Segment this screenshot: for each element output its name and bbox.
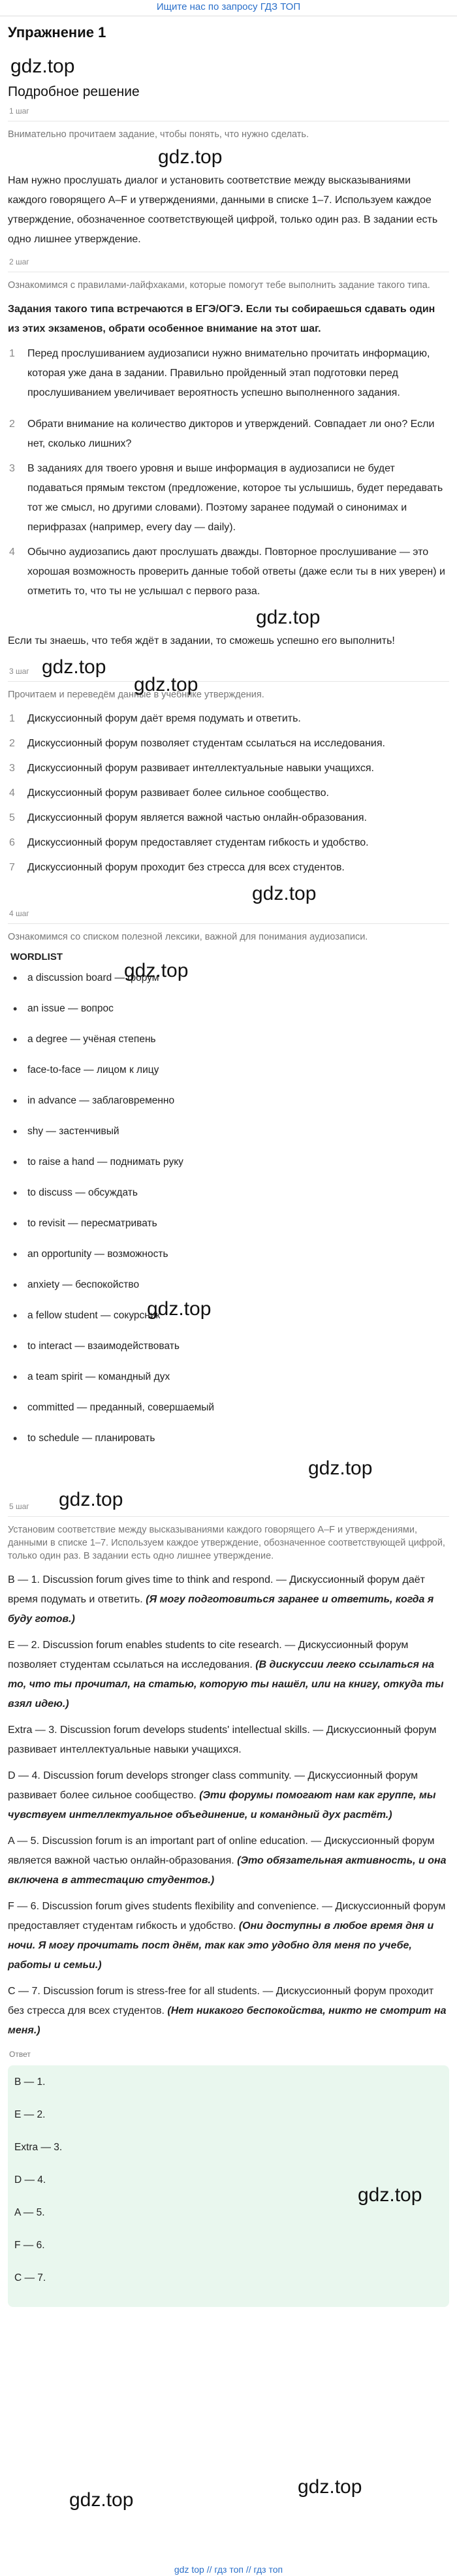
watermark: gdz.top — [42, 656, 106, 678]
list-item: 2 Обрати внимание на количество дикторов и утверждений. Совпадает ли оно? Если нет, сколько лишних? — [9, 419, 435, 449]
list-item: 4 Обычно аудиозапись дают прослушать дважды. Повторное прослушивание — это хорошая возможность проверить данные тобой ответы (даже если ты в них уверен) и отметить то, что ты не услышал с первого раза. — [9, 547, 445, 597]
answer-text: A — 5. Discussion forum is an important part of online education. — Дискуссионный форум является важной частью онлайн-образования. — [8, 1836, 435, 1866]
answer-row: A — 5. — [14, 2207, 45, 2218]
answer-note: (Нет никакого беспокойства, никто не смотрит на меня.) — [8, 2005, 447, 2036]
answer-text: B — 1. Discussion forum gives time to think and respond. — Дискуссионный форум даёт время подумать и ответить. — [8, 1574, 425, 1605]
answer-text: C — 7. Discussion forum is stress-free for all students. — Дискуссионный форум проходит без стресса для всех студентов. — [8, 1986, 434, 2016]
wordlist-item: • to revisit — пересматривать — [8, 1216, 449, 1232]
watermark: gdz.top — [134, 674, 198, 695]
answer-text: F — 6. Discussion forum gives students flexibility and convenience. — Дискуссионный форум предоставляет студентам гибкость и удобство. — [8, 1901, 446, 1932]
wordlist-item: • to interact — взаимодействовать — [8, 1339, 449, 1354]
wordlist-item: • a fellow student — сокурсник — [8, 1308, 449, 1324]
answers-list — [8, 1570, 449, 2041]
step-label: 5 шаг — [9, 1502, 29, 1511]
bottom-links[interactable]: gdz top // гдз топ // гдз топ — [174, 2564, 283, 2575]
wordlist-item: • face-to-face — лицом к лицу — [8, 1062, 449, 1078]
watermark: gdz.top — [59, 1489, 123, 1510]
wordlist-item: • anxiety — беспокойство — [8, 1277, 449, 1293]
wordlist-item: • an opportunity — возможность — [8, 1247, 449, 1262]
main-content — [0, 24, 457, 2307]
step-label: 3 шаг — [9, 667, 29, 676]
wordlist — [8, 970, 449, 1446]
list-item: 6 Дискуссионный форум предоставляет студентам гибкость и удобство. — [9, 837, 369, 848]
wordlist-item: • a degree — учёная степень — [8, 1032, 449, 1047]
watermark: gdz.top — [158, 146, 223, 168]
list-item: 7 Дискуссионный форум проходит без стресса для всех студентов. — [9, 862, 345, 873]
exam-intro: Задания такого типа встречаются в ЕГЭ/ОГЭ. Если ты собираешься сдавать один из этих экзаменов, обрати особенное внимание на этот шаг. — [8, 304, 435, 334]
wordlist-item: • to discuss — обсуждать — [8, 1185, 449, 1201]
tips-list — [8, 344, 449, 601]
wordlist-item: • committed — преданный, совершаемый — [8, 1400, 449, 1416]
list-item: 2 Дискуссионный форум позволяет студентам ссылаться на исследования. — [9, 738, 385, 749]
answer-paragraph — [8, 1897, 449, 1975]
list-item: 3 В заданиях для твоего уровня и выше информация в аудиозаписи не будет подаваться прямым текстом (предложение, которое ты услышишь, будет передавать тот же смысл, но другими словами). Поэтому заранее подумай о синонимах и перифразах (например, every day — daily). — [9, 463, 443, 533]
wordlist-item: • in advance — заблаговременно — [8, 1093, 449, 1109]
step-hint: Ознакомимся со списком полезной лексики, важной для понимания аудиозаписи. — [8, 932, 368, 942]
step-hint: Внимательно прочитаем задание, чтобы понять, что нужно сделать. — [8, 129, 309, 140]
divider — [8, 923, 449, 924]
answer-note: (В дискуссии легко ссылаться на то, что ты прочитал, на статью, которую ты нашёл, или на книгу, откуда ты взял идею.) — [8, 1659, 444, 1709]
step-label: 2 шаг — [9, 257, 29, 266]
step-label: 4 шаг — [9, 909, 29, 918]
wordlist-item: • to raise a hand — поднимать руку — [8, 1154, 449, 1170]
step-label: 1 шаг — [9, 106, 29, 116]
list-item: 1 Дискуссионный форум даёт время подумать и ответить. — [9, 713, 301, 724]
answer-text: Extra — 3. Discussion forum develops students' intellectual skills. — Дискуссионный форум развивает интеллектуальные навыки учащихся. — [8, 1725, 437, 1755]
step-text: Нам нужно прослушать диалог и установить соответствие между высказываниями каждого говорящего A–F и утверждениями, данными в списке 1–7. Используем каждое утверждение, обозначенное соответствующей цифрой, только один раз. В задании есть одно лишнее утверждение. — [8, 175, 438, 245]
section-title: Подробное решение — [8, 84, 140, 99]
answer-text: D — 4. Discussion forum develops stronger class community. — Дискуссионный форум развивает более сильное сообщество. — [8, 1770, 418, 1801]
list-item: 3 Дискуссионный форум развивает интеллектуальные навыки учащихся. — [9, 763, 374, 774]
list-item: 4 Дискуссионный форум развивает более сильное сообщество. — [9, 787, 329, 799]
statements-list — [8, 709, 449, 878]
wordlist-item: • to schedule — планировать — [8, 1431, 449, 1446]
page-title: Упражнение 1 — [8, 24, 106, 40]
watermark: gdz.top — [10, 56, 75, 77]
answer-label: Ответ — [9, 2050, 31, 2059]
answer-row: B — 1. — [14, 2076, 46, 2088]
watermark: gdz.top — [252, 883, 317, 904]
wordlist-item: • an issue — вопрос — [8, 1001, 449, 1017]
answer-paragraph — [8, 1832, 449, 1890]
step-hint: Установим соответствие между высказываниями каждого говорящего A–F и утверждениями, данными в списке 1–7. Используем каждое утверждение, обозначенное соответствующей цифрой, только один раз. В задании есть одно лишнее утверждение. — [8, 1525, 445, 1561]
answer-row: D — 4. — [14, 2174, 46, 2186]
answer-row: F — 6. — [14, 2240, 45, 2251]
watermark: gdz.top — [147, 1298, 212, 1320]
answer-note: (Это обязательная активность, и она включена в аттестацию студентов.) — [8, 1855, 447, 1886]
wordlist-item: • shy — застенчивый — [8, 1124, 449, 1139]
watermark: gdz.top — [256, 607, 321, 628]
answer-text: E — 2. Discussion forum enables students to cite research. — Дискуссионный форум позволяет студентам ссылаться на исследования. — [8, 1640, 409, 1670]
answer-paragraph — [8, 1570, 449, 1629]
answer-row: Extra — 3. — [14, 2142, 63, 2153]
watermark: gdz.top — [69, 2489, 134, 2511]
list-item: 5 Дискуссионный форум является важной частью онлайн-образования. — [9, 812, 367, 823]
watermark: gdz.top — [298, 2476, 362, 2498]
wordlist-item: • a team spirit — командный дух — [8, 1369, 449, 1385]
divider — [8, 681, 449, 682]
wordlist-item: • a discussion board — форум — [8, 970, 449, 986]
answer-row: C — 7. — [14, 2272, 46, 2283]
watermark: gdz.top — [124, 960, 189, 981]
answer-row: E — 2. — [14, 2109, 46, 2120]
watermark: gdz.top — [358, 2184, 422, 2206]
answer-paragraph — [8, 1982, 449, 2041]
top-banner-link[interactable]: Ищите нас по запросу ГДЗ ТОП — [0, 0, 457, 16]
answer-note: (Они доступны в любое время дня и ночи. Я могу прочитать пост днём, так как это удобно для меня по учебе, работы и семьи.) — [8, 1920, 434, 1971]
answer-note: (Я могу подготовиться заранее и ответить, когда я буду готов.) — [8, 1594, 434, 1625]
list-item: 1 Перед прослушиванием аудиозаписи нужно внимательно прочитать информацию, которая уже дана в задании. Правильно пройденный этап подготовки перед прослушиванием увеличивает вероятность успешно выполненного задания. — [9, 348, 430, 398]
step-hint: Ознакомимся с правилами-лайфхаками, которые помогут тебе выполнить задание такого типа. — [8, 280, 430, 291]
wordlist-title: WORDLIST — [10, 951, 63, 962]
answer-paragraph — [8, 1721, 449, 1760]
divider — [8, 1516, 449, 1517]
watermark: gdz.top — [308, 1457, 373, 1479]
answer-paragraph — [8, 1766, 449, 1825]
step-hint: Прочитаем и переведём данные в учебнике утверждения. — [8, 690, 264, 700]
step-outro: Если ты знаешь, что тебя ждёт в задании, то сможешь успешно его выполнить! — [8, 635, 395, 646]
answer-paragraph — [8, 1636, 449, 1714]
answer-note: (Эти форумы помогают нам как группе, мы чувствуем интеллектуальное объединение, и командный дух растёт.) — [8, 1790, 436, 1821]
